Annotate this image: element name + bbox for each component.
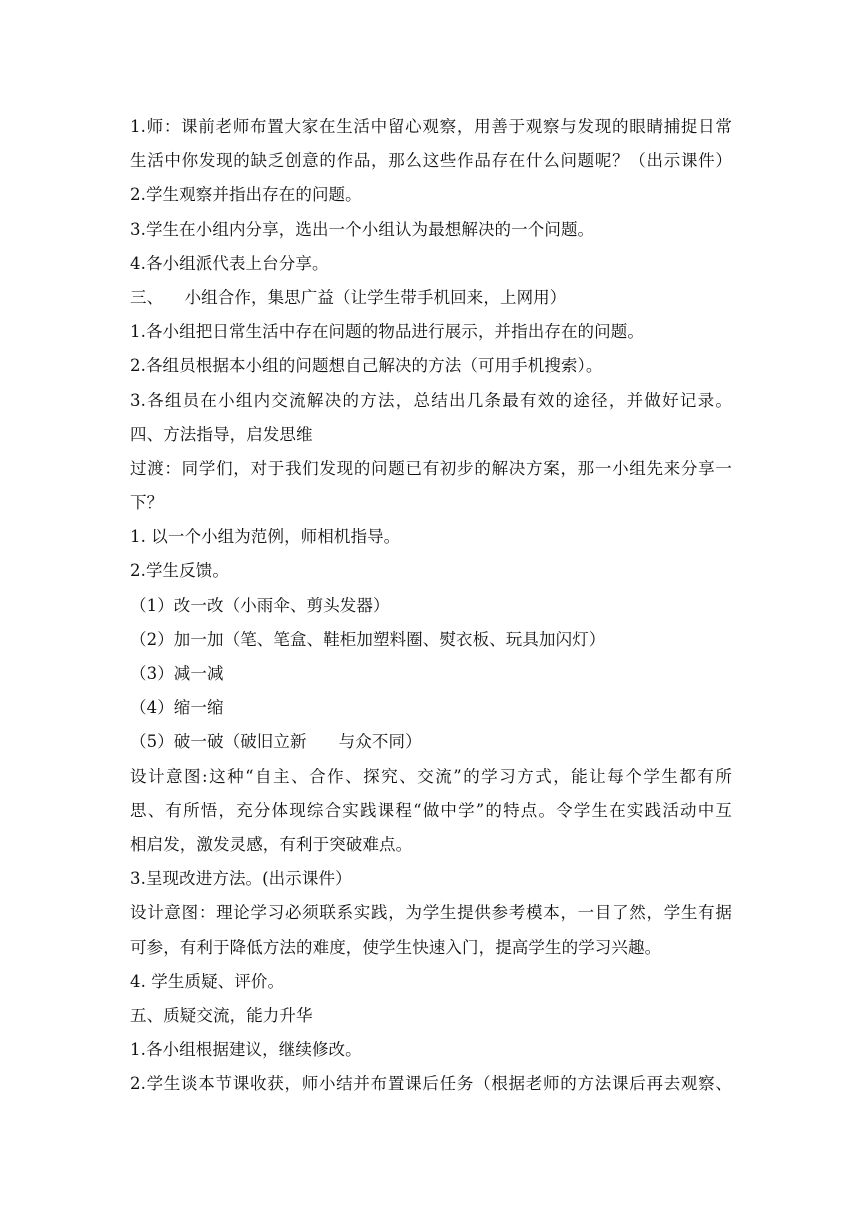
paragraph-line: 相启发，激发灵感，有利于突破难点。 — [130, 834, 413, 854]
paragraph-line: 1. 以一个小组为范例，师相机指导。 — [130, 527, 401, 547]
paragraph-line: 1.各小组把日常生活中存在问题的物品进行展示，并指出存在的问题。 — [130, 322, 644, 342]
paragraph-line: 1.各小组根据建议，继续修改。 — [130, 1040, 362, 1060]
list-item: （4）缩一缩 — [130, 698, 224, 718]
paragraph-line: 可参，有利于降低方法的难度，使学生快速入门，提高学生的学习兴趣。 — [130, 937, 662, 957]
paragraph-line: 1.师：课前老师布置大家在生活中留心观察，用善于观察与发现的眼睛捕捉日常 — [130, 117, 732, 136]
paragraph-line: 思、有所悟，充分体现综合实践课程“做中学”的特点。令学生在实践活动中互 — [130, 800, 732, 820]
paragraph-line: 下？ — [130, 493, 164, 513]
list-item: （5）破一破（破旧立新 与众不同） — [130, 732, 422, 752]
section-heading: 三、 小组合作，集思广益（让学生带手机回来，上网用） — [130, 287, 567, 307]
list-item: （2）加一加（笔、笔盒、鞋柜加塑料圈、熨衣板、玩具加闪灯） — [130, 629, 606, 649]
paragraph-line: 设计意图：理论学习必须联系实践，为学生提供参考模本，一目了然，学生有据 — [130, 903, 732, 923]
paragraph-line: 3.各组员在小组内交流解决的方法，总结出几条最有效的途径，并做好记录。 — [130, 390, 732, 410]
paragraph-line: 4. 学生质疑、评价。 — [130, 971, 285, 991]
paragraph-line: 设计意图:这种“自主、合作、探究、交流”的学习方式，能让每个学生都有所 — [130, 766, 732, 786]
paragraph-line: 3.呈现改进方法。(出示课件） — [130, 869, 352, 889]
list-item: （1）改一改（小雨伞、剪头发器） — [130, 595, 390, 615]
paragraph-line: 2.学生谈本节课收获，师小结并布置课后任务（根据老师的方法课后再去观察、 — [130, 1074, 732, 1094]
paragraph-line: 4.各小组派代表上台分享。 — [130, 253, 329, 273]
paragraph-line: 2.学生反馈。 — [130, 561, 229, 581]
paragraph-line: 2.各组员根据本小组的问题想自己解决的方法（可用手机搜索）。 — [130, 356, 603, 376]
paragraph-line: 3.学生在小组内分享，选出一个小组认为最想解决的一个问题。 — [130, 219, 595, 239]
section-heading: 五、质疑交流，能力升华 — [130, 1005, 313, 1025]
section-heading: 四、方法指导，启发思维 — [130, 424, 313, 444]
paragraph-line: 过渡：同学们，对于我们发现的问题已有初步的解决方案，那一小组先来分享一 — [130, 458, 732, 478]
document-body — [130, 110, 732, 1101]
paragraph-line: 生活中你发现的缺乏创意的作品，那么这些作品存在什么问题呢？（出示课件） — [130, 151, 732, 171]
paragraph-line: 2.学生观察并指出存在的问题。 — [130, 185, 362, 205]
list-item: （3）减一减 — [130, 664, 224, 683]
